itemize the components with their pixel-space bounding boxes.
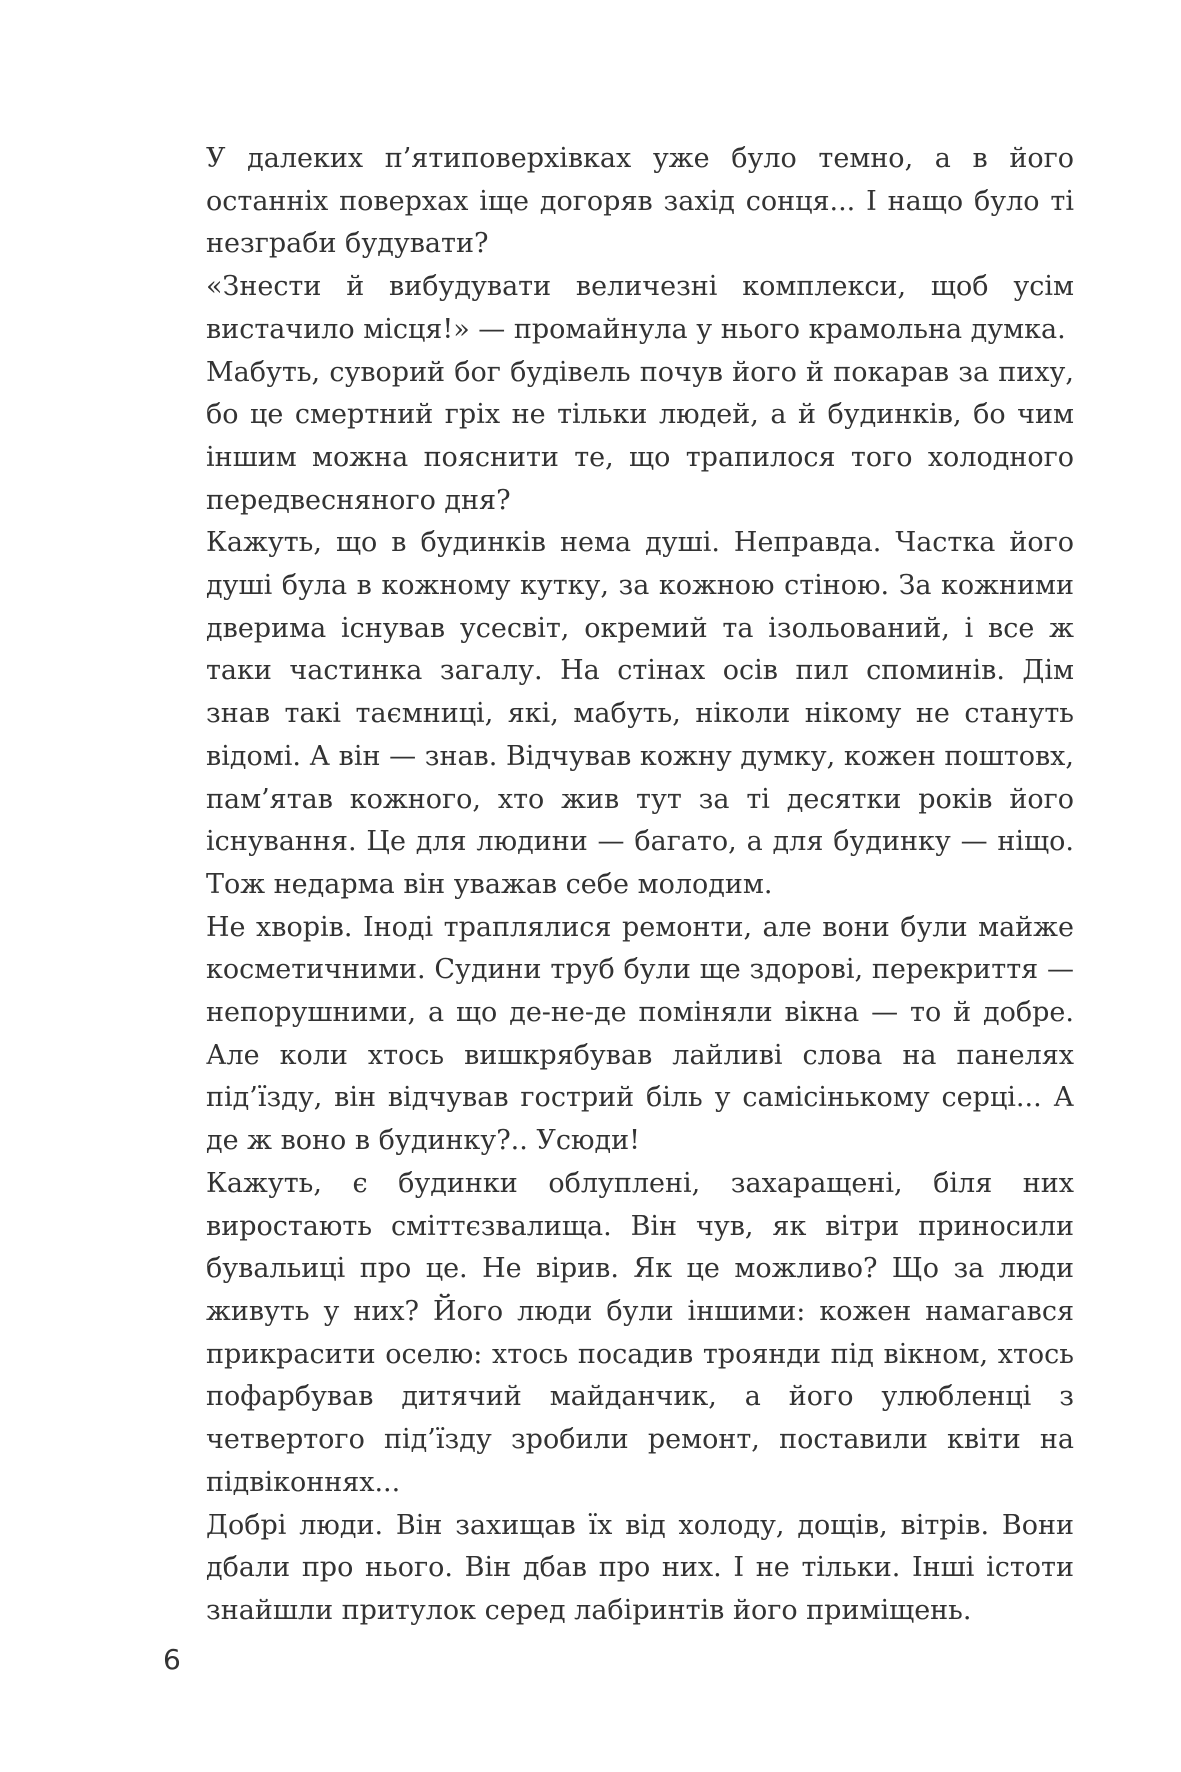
paragraph-1: У далеких п’ятиповерхівках уже було темно, а в його останніх поверхах іще догоряв захід сонця... І нащо було ті незграби будувати? xyxy=(206,143,1074,260)
paragraph-4: Кажуть, що в будинків нема душі. Неправда. Частка його душі була в кожному кутку, за кожною стіною. За кожними дверима існував усесвіт, окремий та ізольований, і все ж таки частинка загалу. На стінах осів пил споминів. Дім знав такі таємниці, які, мабуть, ніколи нікому не стануть відомі. А він — знав. Відчував кожну думку, кожен поштовх, пам’ятав кожного, хто жив тут за ті десятки років його існування. Це для людини — багато, а для будинку — ніщо. Тож недарма він уважав себе молодим. xyxy=(206,527,1074,900)
paragraph-5: Не хворів. Іноді траплялися ремонти, але вони були майже косметичними. Судини труб були ще здорові, перекриття — непорушними, а що де-не-де поміняли вікна — то й добре. Але коли хтось вишкрябував лайливі слова на панелях під’їзду, він відчував гострий біль у самісінькому серці... А де ж воно в будинку?.. Усюди! xyxy=(206,911,1074,1157)
paragraph-6: Кажуть, є будинки облуплені, захаращені, біля них виростають сміттєзвалища. Він чув, як вітри приносили бувальиці про це. Не вірив. Як це можливо? Що за люди живуть у них? Його люди були іншими: кожен намагався прикрасити оселю: хтось посадив троянди під вікном, хтось пофарбував дитячий майданчик, а його улюбленці з четвертого під’їзду зробили ремонт, поставили квіти на підвіконнях... xyxy=(206,1167,1074,1498)
paragraph-2: «Знести й вибудувати величезні комплекси, щоб усім вистачило місця!» — промайнула у нього крамольна думка. xyxy=(206,271,1074,345)
paragraph-3: Мабуть, суворий бог будівель почув його й покарав за пиху, бо це смертний гріх не тільки людей, а й будинків, бо чим іншим можна пояснити те, що трапилося того холодного передвесняного дня? xyxy=(206,356,1074,516)
paragraph-7: Добрі люди. Він захищав їх від холоду, дощів, вітрів. Вони дбали про нього. Він дбав про них. І не тільки. Інші істоти знайшли притулок серед лабіринтів його приміщень. xyxy=(206,1509,1074,1626)
body-text xyxy=(206,138,1074,1633)
page-number: 6 xyxy=(163,1643,181,1676)
